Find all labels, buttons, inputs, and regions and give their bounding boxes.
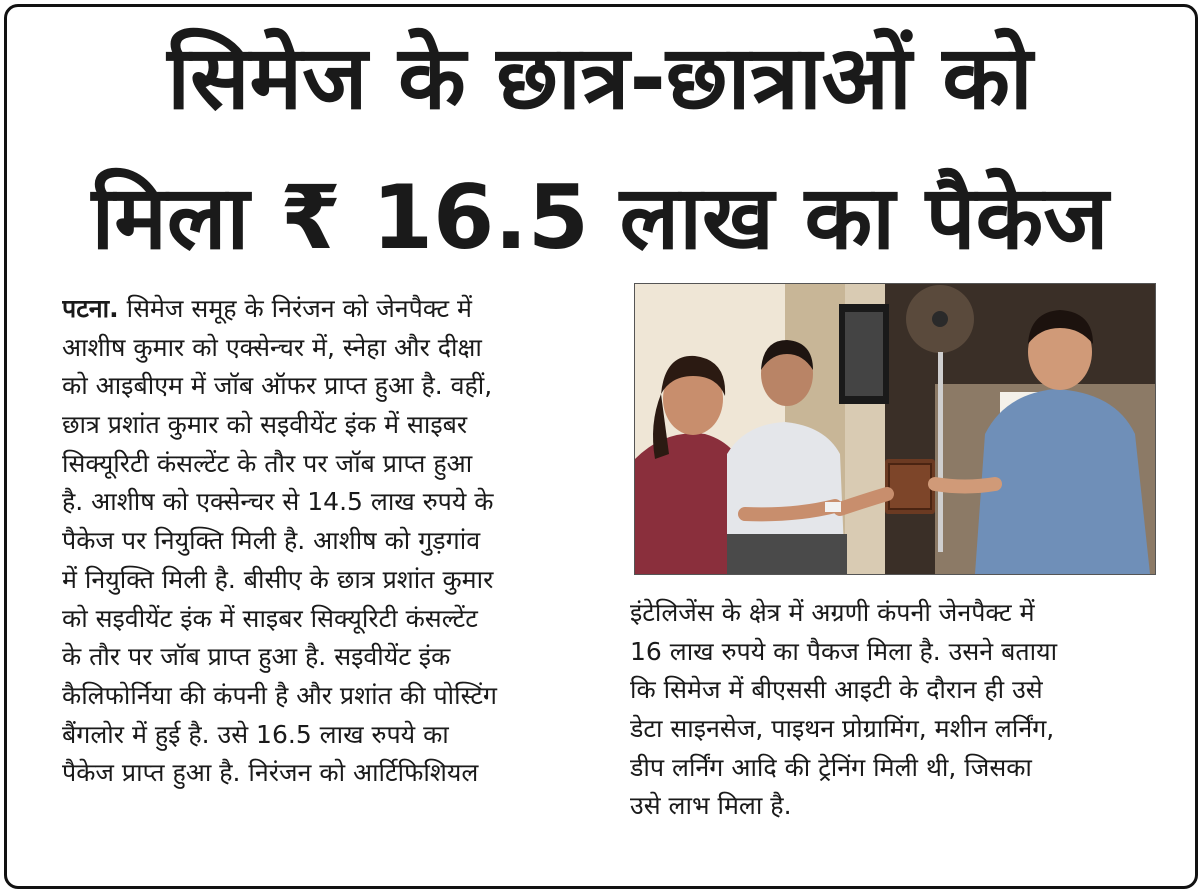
headline-line-1: सिमेज के छात्र-छात्राओं को: [167, 26, 1033, 129]
article-line: डेटा साइनसेज, पाइथन प्रोग्रामिंग, मशीन लर्निंग,: [630, 714, 1055, 744]
article-line: इंटेलिजेंस के क्षेत्र में अग्रणी कंपनी जेनपैक्ट में: [630, 598, 1035, 627]
article-line: कैलिफोर्निया की कंपनी है और प्रशांत की पोस्टिंग: [62, 680, 498, 710]
article-line: डीप लर्निंग आदि की ट्रेनिंग मिली थी, जिसका: [630, 752, 1032, 782]
article-line: है. आशीष को एक्सेन्चर से 14.5 लाख रुपये के: [62, 487, 494, 517]
article-line: को सइवीयेंट इंक में साइबर सिक्यूरिटी कंसल्टेंट: [62, 603, 478, 633]
news-photo: [634, 283, 1156, 575]
article-line: के तौर पर जॉब प्राप्त हुआ है. सइवीयेंट इंक: [62, 642, 451, 672]
article-line-text: सिमेज समूह के निरंजन को जेनपैक्ट में: [126, 294, 472, 323]
article-line: आशीष कुमार को एक्सेन्चर में, स्नेहा और दीक्षा: [62, 332, 482, 362]
dateline: पटना.: [62, 294, 119, 323]
article-line: [62, 290, 592, 329]
article-line: सिक्यूरिटी कंसल्टेंट के तौर पर जॉब प्राप्त हुआ: [62, 448, 473, 478]
article-line: पैकेज प्राप्त हुआ है. निरंजन को आर्टिफिशियल: [62, 758, 479, 788]
photo-illustration: [635, 284, 1155, 574]
article-line: छात्र प्रशांत कुमार को सइवीयेंट इंक में साइबर: [62, 410, 468, 440]
article-left-column: [62, 290, 592, 793]
article-line: में नियुक्ति मिली है. बीसीए के छात्र प्रशांत कुमार: [62, 564, 494, 594]
article-line: उसे लाभ मिला है.: [630, 791, 792, 821]
headline-line-2: मिला ₹ 16.5 लाख का पैकेज: [91, 166, 1109, 269]
article-line: बैंगलोर में हुई है. उसे 16.5 लाख रुपये का: [62, 719, 449, 749]
article-line: 16 लाख रुपये का पैकज मिला है. उसने बताया: [630, 636, 1058, 666]
article-line: को आइबीएम में जॉब ऑफर प्राप्त हुआ है. वहीं,: [62, 371, 493, 401]
article-line: पैकेज पर नियुक्ति मिली है. आशीष को गुड़गांव: [62, 526, 481, 556]
article-line: कि सिमेज में बीएससी आइटी के दौरान ही उसे: [630, 675, 1043, 705]
article-right-column: [630, 594, 1156, 826]
